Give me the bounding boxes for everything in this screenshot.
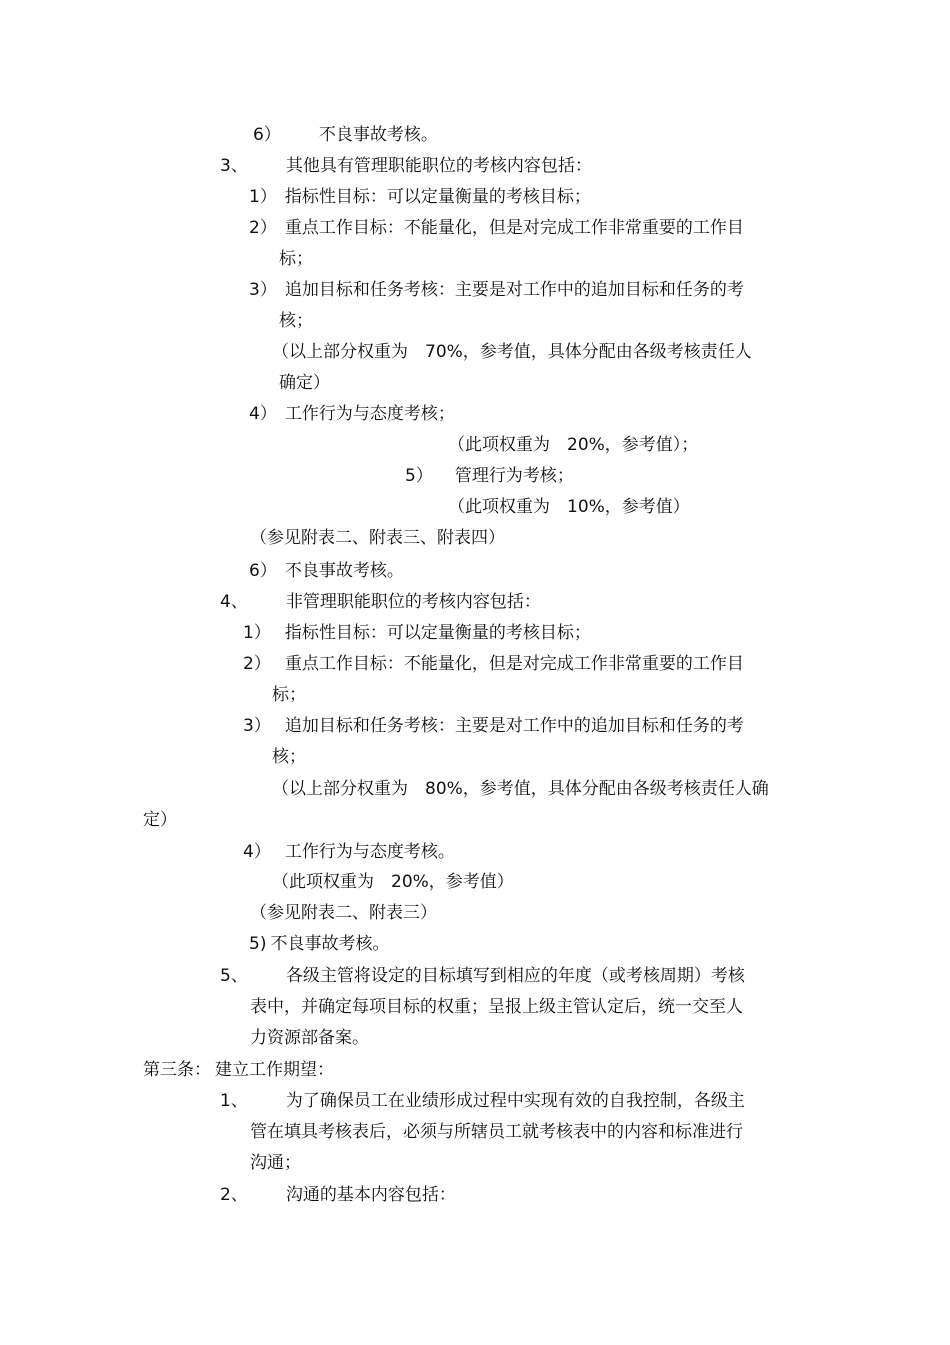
section-item: 4、 非管理职能职位的考核内容包括： (220, 592, 541, 612)
section-item: 3、 其他具有管理职能职位的考核内容包括： (220, 156, 592, 176)
list-item: 6） 不良事故考核。 (253, 125, 438, 145)
continuation-line: 核； (272, 747, 306, 767)
weight-note: （以上部分权重为 80%，参考值，具体分配由各级考核责任人确 (272, 779, 769, 799)
continuation-line: 确定） (279, 373, 330, 393)
section-item: 1、 为了确保员工在业绩形成过程中实现有效的自我控制，各级主 (220, 1091, 745, 1111)
continuation-line: 定） (143, 810, 177, 830)
reference-note: （参见附表二、附表三、附表四） (250, 528, 505, 548)
section-item: 5、 各级主管将设定的目标填写到相应的年度（或考核周期）考核 (220, 966, 745, 986)
weight-note: （此项权重为 10%，参考值） (448, 497, 690, 517)
continuation-line: 标； (272, 685, 306, 705)
list-item: 2） 重点工作目标：不能量化，但是对完成工作非常重要的工作目 (249, 218, 744, 238)
continuation-line: 管在填具考核表后，必须与所辖员工就考核表中的内容和标准进行 (250, 1122, 743, 1142)
list-item: 5） 管理行为考核； (405, 466, 574, 486)
list-item: 1） 指标性目标：可以定量衡量的考核目标； (249, 187, 591, 207)
continuation-line: 力资源部备案。 (250, 1028, 369, 1048)
list-item: 3） 追加目标和任务考核：主要是对工作中的追加目标和任务的考 (243, 716, 744, 736)
continuation-line: 沟通； (250, 1153, 301, 1173)
continuation-line: 核； (279, 311, 313, 331)
list-item: 4） 工作行为与态度考核； (249, 404, 455, 424)
weight-note: （以上部分权重为 70%，参考值，具体分配由各级考核责任人 (272, 342, 752, 362)
list-item: 6） 不良事故考核。 (249, 561, 404, 581)
continuation-line: 表中，并确定每项目标的权重；呈报上级主管认定后，统一交至人 (250, 997, 743, 1017)
weight-note: （此项权重为 20%，参考值）； (448, 435, 699, 455)
continuation-line: 标； (279, 249, 313, 269)
list-item: 4） 工作行为与态度考核。 (243, 842, 455, 862)
list-item: 3） 追加目标和任务考核：主要是对工作中的追加目标和任务的考 (249, 280, 744, 300)
section-item: 2、 沟通的基本内容包括： (220, 1185, 456, 1205)
article-heading: 第三条： 建立工作期望： (143, 1060, 334, 1080)
list-item: 1） 指标性目标：可以定量衡量的考核目标； (243, 623, 591, 643)
list-item: 5) 不良事故考核。 (249, 934, 390, 954)
weight-note: （此项权重为 20%，参考值） (272, 872, 514, 892)
reference-note: （参见附表二、附表三） (250, 903, 437, 923)
list-item: 2） 重点工作目标：不能量化，但是对完成工作非常重要的工作目 (243, 654, 744, 674)
